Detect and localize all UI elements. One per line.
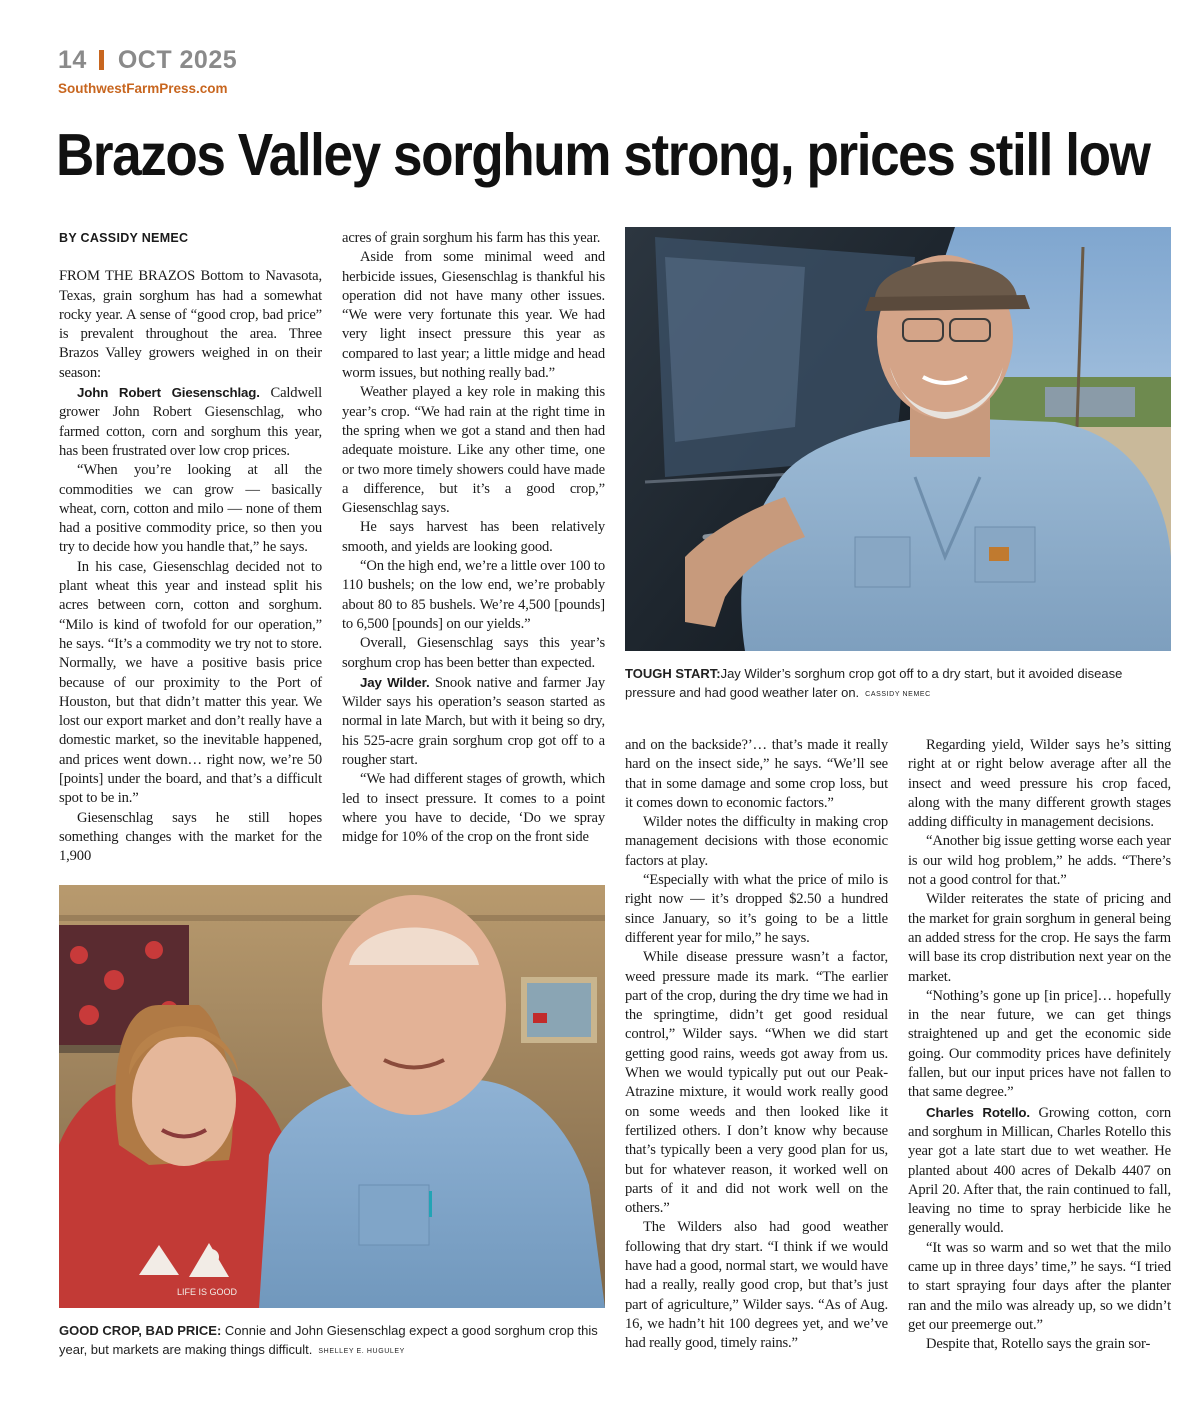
paragraph: Wilder reiterates the state of pricing and the market for grain sorghum in general being an added stress for the crop. He says the farm will base its crop distribution next year on the market. (908, 891, 1171, 985)
paragraph: and on the backside?’… that’s made it really hard on the insect side,” he says. “We’ll see that in some damage and some crop loss, but it comes down to economic factors.” (625, 737, 888, 811)
photo-giesenschlag-image (59, 885, 605, 1308)
paragraph: Giesenschlag says he still hopes something changes with the market for the 1,900 (59, 809, 322, 865)
paragraph: “On the high end, we’re a little over 100 to 110 bushels; on the low end, we’re probably about 80 to 85 bushels. We’re 4,500 [pounds] to 6,500 [pounds] on our yields.” (342, 558, 605, 632)
article-column-3 (625, 736, 888, 1354)
paragraph: Overall, Giesenschlag says this year’s sorghum crop has been better than expected. (342, 635, 605, 671)
paragraph: John Robert Giesenschlag. Caldwell grower John Robert Giesenschlag, who farmed cotton, corn and sorghum this year, has been frustrated over low crop prices. (59, 385, 322, 459)
photo-giesenschlag (59, 885, 605, 1308)
paragraph: Despite that, Rotello says the grain sor- (926, 1336, 1151, 1353)
subhead-giesenschlag: John Robert Giesenschlag. (77, 385, 260, 401)
website-link[interactable]: SouthwestFarmPress.com (58, 81, 228, 96)
paragraph: Aside from some minimal weed and herbicide issues, Giesenschlag is thankful his operation did not have many other issues. “We were very fortunate this year. We had very light insect pressure this year as compared to last year; a little midge and head worm issues, but nothing really bad.” (342, 249, 605, 382)
shirt-text: LIFE IS GOOD (177, 1287, 238, 1297)
paragraph: “Another big issue getting worse each year is our wild hog problem,” he adds. “There’s not a good control for that.” (908, 833, 1171, 889)
caption-top (625, 664, 1171, 704)
paragraph: The Wilders also had good weather following that dry start. “I think if we would have had a good, normal start, we would have had a really, really good crop, but that’s just part of agriculture,” Wilder says. “As of Aug. 16, we hadn’t hit 100 degrees yet, and we’ve had really good, timely rains.” (625, 1219, 888, 1352)
photo-credit-bottom: SHELLEY E. HUGULEY (318, 1348, 405, 1355)
paragraph: Jay Wilder. Snook native and farmer Jay Wilder says his operation’s season started as normal in late March, but with it being so dry, his 525-acre grain sorghum crop got off to a rougher start. (342, 674, 605, 769)
paragraph: FROM THE BRAZOS Bottom to Navasota, Texas, grain sorghum has had a somewhat rocky year. A sense of “good crop, bad price” is prevalent throughout the area. Three Brazos Valley growers weighed in on their season: (59, 268, 322, 381)
paragraph: acres of grain sorghum his farm has this year. (342, 230, 601, 246)
article-column-1 (59, 229, 322, 867)
page-number: 14 (58, 46, 87, 74)
paragraph: Weather played a key role in making this year’s crop. “We had rain at the right time in the spring when we got a stand and then had adequate moisture. Like any other time, one or two more timely showers could have made a difference, but it’s a good crop,” Giesenschlag says. (342, 384, 605, 517)
headline: Brazos Valley sorghum strong, prices still low (56, 122, 1150, 188)
article-column-2 (342, 229, 605, 848)
subhead-rotello: Charles Rotello. (926, 1104, 1030, 1120)
paragraph: “When you’re looking at all the commodities we can grow — basically wheat, corn, cotton and milo — none of them had a positive commodity price, so then you try to decide how you handle that,” he says. (59, 462, 322, 556)
paragraph: Wilder notes the difficulty in making crop management decisions with those economic factors at play. (625, 814, 888, 869)
photo-jay-wilder-image (625, 227, 1171, 651)
photo-jay-wilder (625, 227, 1171, 651)
caption-top-text: Jay Wilder’s sorghum crop got off to a dry start, but it avoided disease pressure and had good weather later on. (625, 666, 1123, 700)
paragraph: “Nothing’s gone up [in price]… hopefully in the near future, we can get things straightened up and get the economic side going. Our commodity prices have definitely fallen, but our input prices have not fallen to that same degree.” (908, 987, 1171, 1101)
paragraph: “Especially with what the price of milo is right now — it’s dropped $2.50 a hundred since January, so it’s going to be a little different year for milo,” he says. (625, 872, 888, 946)
byline: BY CASSIDY NEMEC (59, 231, 189, 245)
article-column-4 (908, 736, 1171, 1355)
caption-top-lead: TOUGH START: (625, 666, 721, 681)
paragraph: “We had different stages of growth, which led to insect pressure. It comes to a point where you have to decide, ‘Do we spray midge for 10% of the crop on the front side (342, 771, 605, 846)
issue-date: OCT 2025 (117, 46, 238, 74)
folio-divider (99, 50, 104, 70)
photo-credit-top: CASSIDY NEMEC (865, 691, 931, 698)
caption-bottom-text: Connie and John Giesenschlag expect a good sorghum crop this year, but markets are making things difficult. (59, 1323, 598, 1357)
paragraph: In his case, Giesenschlag decided not to plant wheat this year and instead split his acres between corn, cotton and sorghum. “Milo is kind of twofold for our operation,” he says. “It’s a commodity we try not to store. Normally, we have a positive basis price because of our proximity to the Port of Houston, but that didn’t matter this year. We lost our export market and don’t really have a domestic market, so the inevitable happened, and prices went down… right now, we’re 50 [points] under the board, and that’s a difficult spot to be in.” (59, 558, 322, 807)
caption-bottom (59, 1321, 605, 1361)
paragraph: “It was so warm and so wet that the milo came up in three days’ time,” he says. “I tried to start spraying four days after the planter ran and the milo was already up, so we didn’t get our preemerge out.” (908, 1239, 1171, 1333)
caption-bottom-lead: GOOD CROP, BAD PRICE: (59, 1323, 222, 1338)
subhead-wilder: Jay Wilder. (360, 674, 430, 690)
paragraph: Regarding yield, Wilder says he’s sitting right at or right below average after all the insect and weed pressure his crop faced, along with the many different growth stages adding difficulty in management decisions. (908, 737, 1171, 831)
paragraph: While disease pressure wasn’t a factor, weed pressure made its mark. “The earlier part of the crop, during the dry time we had in the springtime, didn’t get good residual control,” Wilder says. “When we did start getting good rains, weeds got away from us. When we would typically put out our Peak-Atrazine mixture, it would work really good on some weeds and then looked like it fertilized others. I don’t know why because that’s typically been a very good plan for us, but for whatever reason, it worked well on parts of it and did not work well on the others.” (625, 949, 888, 1217)
page-folio (58, 46, 237, 75)
paragraph: Charles Rotello. Growing cotton, corn and sorghum in Millican, Charles Rotello this year got a late start due to wet weather. He planted about 400 acres of Dekalb 4407 on April 20. After that, the rain continued to fall, leaving no time to spray herbicide like he generally would. (908, 1104, 1171, 1237)
paragraph: He says harvest has been relatively smooth, and yields are looking good. (342, 519, 605, 555)
